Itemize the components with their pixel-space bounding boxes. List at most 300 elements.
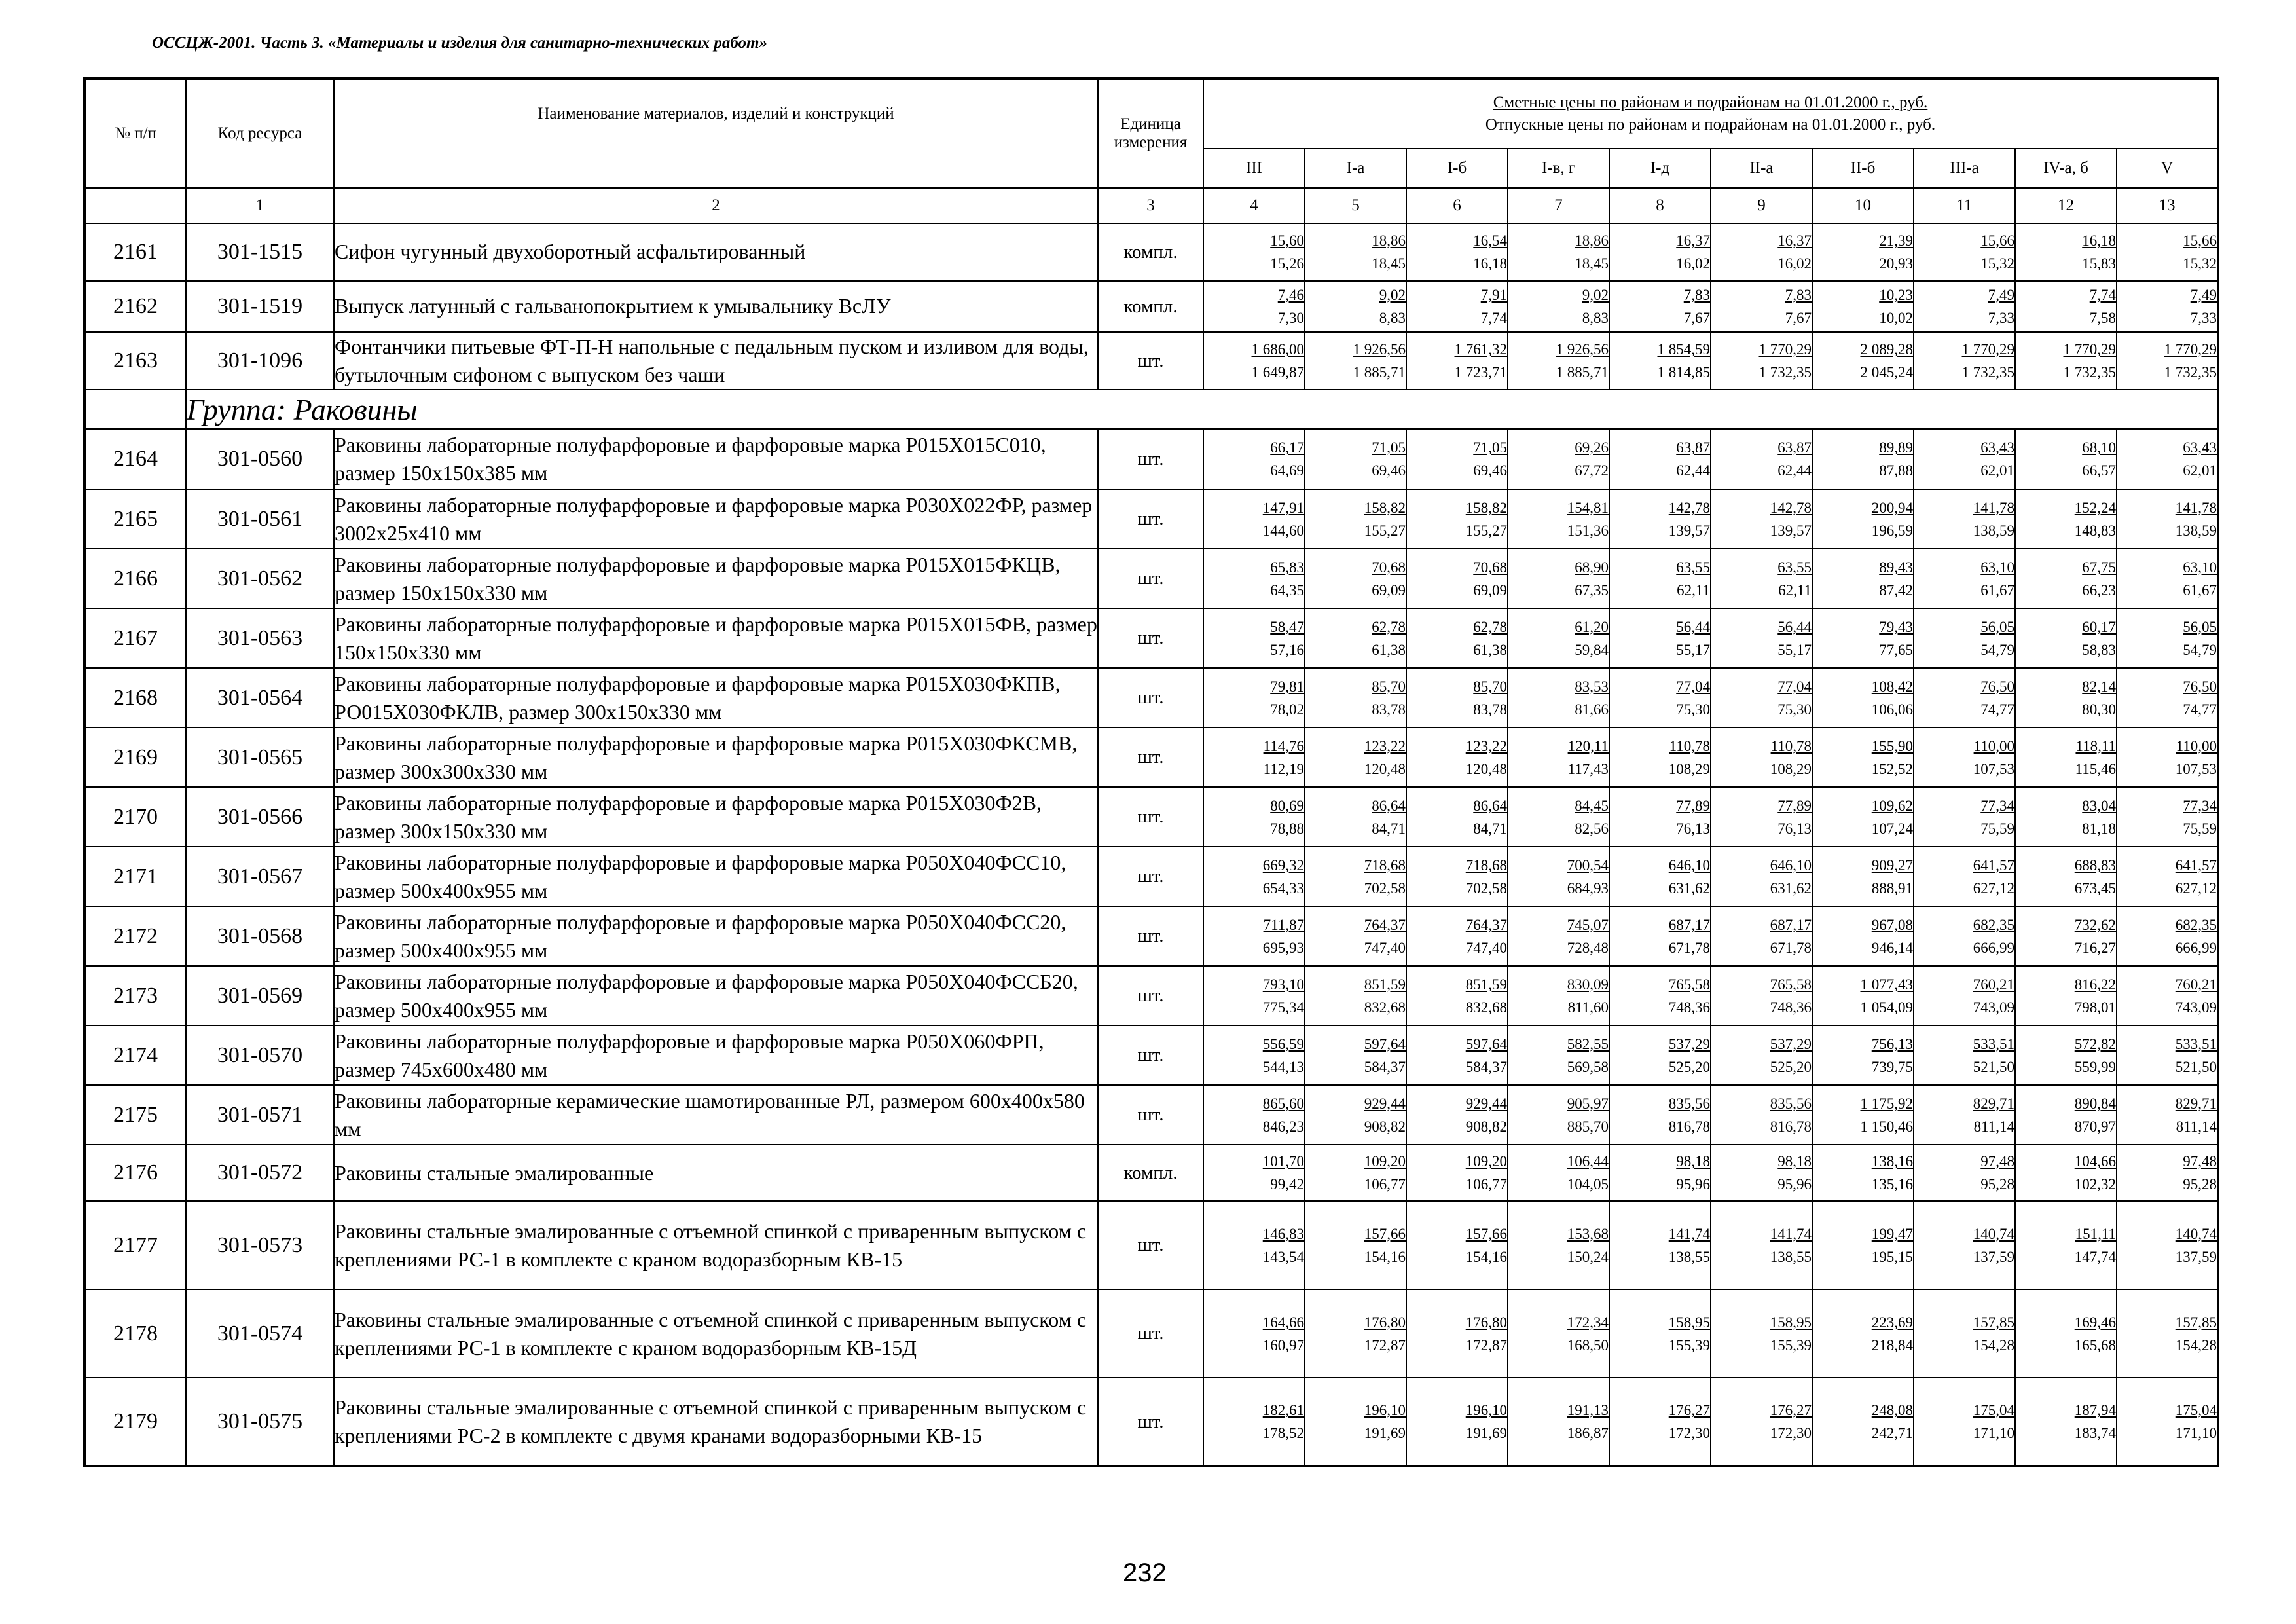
- price-cell: [1609, 1378, 1711, 1466]
- estimate-price: 15,66: [1980, 232, 2014, 249]
- unit-of-measure: шт.: [1098, 966, 1203, 1025]
- price-cell: [1711, 223, 1812, 281]
- estimate-price: 537,29: [1770, 1035, 1812, 1052]
- release-price: 195,15: [1871, 1248, 1913, 1265]
- release-price: 16,18: [1473, 255, 1507, 272]
- price-cell: [1812, 1085, 1914, 1145]
- release-price: 15,26: [1270, 255, 1304, 272]
- release-price: 120,48: [1364, 760, 1406, 777]
- price-cell: [1812, 668, 1914, 728]
- price-cell: [1508, 489, 1609, 549]
- estimate-price: 816,22: [2074, 976, 2116, 993]
- column-number: 2: [334, 188, 1098, 223]
- release-price: 811,14: [1973, 1118, 2014, 1135]
- estimate-price: 86,64: [1372, 797, 1406, 814]
- release-price: 62,44: [1676, 462, 1710, 479]
- estimate-price: 835,56: [1770, 1095, 1812, 1112]
- price-cell: [2015, 906, 2117, 966]
- release-price: 196,59: [1871, 522, 1913, 539]
- estimate-price: 157,66: [1465, 1225, 1507, 1242]
- estimate-price: 84,45: [1575, 797, 1609, 814]
- estimate-price: 98,18: [1676, 1153, 1710, 1170]
- price-cell: [1508, 668, 1609, 728]
- release-price: 584,37: [1465, 1058, 1507, 1075]
- price-cell: [1609, 966, 1711, 1025]
- price-cell: [1508, 1289, 1609, 1378]
- release-price: 108,29: [1770, 760, 1812, 777]
- price-cell: [2015, 608, 2117, 668]
- price-cell: [1914, 489, 2015, 549]
- table-row: [84, 608, 2218, 668]
- price-cell: [2117, 668, 2218, 728]
- estimate-price: 147,91: [1262, 499, 1304, 516]
- column-number: 4: [1203, 188, 1305, 223]
- price-cell: [2015, 1201, 2117, 1289]
- table-row: [84, 847, 2218, 906]
- unit-of-measure: компл.: [1098, 1145, 1203, 1201]
- estimate-price: 967,08: [1871, 916, 1913, 933]
- price-cell: [1711, 847, 1812, 906]
- release-price: 154,16: [1465, 1248, 1507, 1265]
- price-cell: [2015, 549, 2117, 608]
- estimate-price: 1 761,32: [1454, 341, 1507, 358]
- estimate-price: 1 770,29: [2164, 341, 2217, 358]
- release-price: 15,32: [1980, 255, 2014, 272]
- price-cell: [2015, 966, 2117, 1025]
- price-cell: [1711, 966, 1812, 1025]
- release-price: 138,59: [1973, 522, 2014, 539]
- unit-of-measure: шт.: [1098, 668, 1203, 728]
- release-price: 946,14: [1871, 939, 1913, 956]
- price-cell: [1406, 489, 1508, 549]
- release-price: 908,82: [1465, 1118, 1507, 1135]
- estimate-price: 86,64: [1473, 797, 1507, 814]
- estimate-price: 110,00: [2176, 737, 2217, 754]
- release-price: 1 649,87: [1251, 364, 1304, 381]
- resource-code: 301-0565: [186, 728, 334, 787]
- estimate-price: 141,74: [1668, 1225, 1710, 1242]
- price-cell: [1203, 332, 1305, 390]
- price-subtitle: Отпускные цены по районам и подрайонам на 01.01.2000 г., руб.: [1485, 116, 1936, 134]
- item-name: Раковины лабораторные полуфарфоровые и фарфоровые марка Р050Х040ФСС20, размер 500х400х955 мм: [334, 906, 1098, 966]
- estimate-price: 890,84: [2074, 1095, 2116, 1112]
- release-price: 888,91: [1871, 879, 1913, 896]
- row-number: 2179: [84, 1378, 186, 1466]
- row-number: 2166: [84, 549, 186, 608]
- release-price: 95,28: [1980, 1176, 2014, 1193]
- release-price: 160,97: [1262, 1337, 1304, 1354]
- release-price: 78,02: [1270, 701, 1304, 718]
- price-cell: [2117, 281, 2218, 332]
- estimate-price: 110,78: [1770, 737, 1812, 754]
- estimate-price: 756,13: [1871, 1035, 1913, 1052]
- estimate-price: 63,43: [1980, 439, 2014, 456]
- price-cell: [1711, 668, 1812, 728]
- estimate-price: 765,58: [1668, 976, 1710, 993]
- row-number: 2172: [84, 906, 186, 966]
- release-price: 816,78: [1770, 1118, 1812, 1135]
- price-cell: [1406, 1085, 1508, 1145]
- release-price: 87,42: [1879, 581, 1913, 599]
- price-cell: [1609, 728, 1711, 787]
- release-price: 870,97: [2074, 1118, 2116, 1135]
- estimate-price: 1 926,56: [1353, 341, 1406, 358]
- estimate-price: 641,57: [2175, 857, 2217, 874]
- estimate-price: 77,04: [1676, 678, 1710, 695]
- release-price: 666,99: [1973, 939, 2014, 956]
- estimate-price: 104,66: [2074, 1153, 2116, 1170]
- price-cell: [1812, 966, 1914, 1025]
- release-price: 695,93: [1262, 939, 1304, 956]
- price-cell: [1305, 1201, 1406, 1289]
- unit-of-measure: шт.: [1098, 787, 1203, 847]
- release-price: 165,68: [2074, 1337, 2116, 1354]
- estimate-price: 56,44: [1777, 618, 1812, 635]
- release-price: 191,69: [1364, 1425, 1406, 1442]
- row-number: 2164: [84, 429, 186, 489]
- estimate-price: 835,56: [1668, 1095, 1710, 1112]
- release-price: 7,30: [1277, 310, 1304, 326]
- unit-of-measure: шт.: [1098, 1085, 1203, 1145]
- price-cell: [1711, 1378, 1812, 1466]
- release-price: 83,78: [1372, 701, 1406, 718]
- price-cell: [1203, 1025, 1305, 1085]
- release-price: 16,02: [1676, 255, 1710, 272]
- estimate-price: 687,17: [1770, 916, 1812, 933]
- price-cell: [1406, 787, 1508, 847]
- estimate-price: 10,23: [1879, 287, 1913, 303]
- item-name: Раковины лабораторные полуфарфоровые и фарфоровые марка Р030Х022ФР, размер 3002х25х410 мм: [334, 489, 1098, 549]
- release-price: 1 885,71: [1556, 364, 1609, 381]
- release-price: 54,79: [2183, 641, 2217, 658]
- price-cell: [1711, 1201, 1812, 1289]
- estimate-price: 200,94: [1871, 499, 1913, 516]
- price-cell: [1914, 966, 2015, 1025]
- price-cell: [1305, 668, 1406, 728]
- price-cell: [1508, 549, 1609, 608]
- release-price: 54,79: [1980, 641, 2014, 658]
- release-price: 1 885,71: [1353, 364, 1406, 381]
- release-price: 716,27: [2074, 939, 2116, 956]
- unit-of-measure: шт.: [1098, 1289, 1203, 1378]
- release-price: 62,44: [1777, 462, 1812, 479]
- unit-of-measure: шт.: [1098, 1025, 1203, 1085]
- table-row: [84, 549, 2218, 608]
- release-price: 55,17: [1676, 641, 1710, 658]
- price-cell: [1508, 223, 1609, 281]
- estimate-price: 56,05: [1980, 618, 2014, 635]
- price-cell: [1203, 906, 1305, 966]
- price-cell: [1609, 668, 1711, 728]
- release-price: 8,83: [1582, 310, 1609, 326]
- estimate-price: 63,87: [1676, 439, 1710, 456]
- estimate-price: 7,74: [2089, 287, 2116, 303]
- price-cell: [2015, 847, 2117, 906]
- price-cell: [1609, 549, 1711, 608]
- estimate-price: 141,74: [1770, 1225, 1812, 1242]
- release-price: 908,82: [1364, 1118, 1406, 1135]
- estimate-price: 101,70: [1262, 1153, 1304, 1170]
- price-cell: [1406, 906, 1508, 966]
- item-name: Раковины лабораторные полуфарфоровые и фарфоровые марка Р050Х040ФСС10, размер 500х400х955 мм: [334, 847, 1098, 906]
- release-price: 64,69: [1270, 462, 1304, 479]
- row-number: 2163: [84, 332, 186, 390]
- price-cell: [1914, 1289, 2015, 1378]
- estimate-price: 556,59: [1262, 1035, 1304, 1052]
- release-price: 155,39: [1770, 1337, 1812, 1354]
- column-number: 10: [1812, 188, 1914, 223]
- estimate-price: 745,07: [1567, 916, 1609, 933]
- estimate-price: 106,44: [1567, 1153, 1609, 1170]
- price-cell: [1305, 1289, 1406, 1378]
- release-price: 148,83: [2074, 522, 2116, 539]
- estimate-price: 793,10: [1262, 976, 1304, 993]
- price-cell: [2117, 1378, 2218, 1466]
- release-price: 154,16: [1364, 1248, 1406, 1265]
- estimate-price: 9,02: [1582, 287, 1609, 303]
- price-cell: [1508, 966, 1609, 1025]
- table-row: [84, 728, 2218, 787]
- row-number: 2170: [84, 787, 186, 847]
- estimate-price: 80,69: [1270, 797, 1304, 814]
- estimate-price: 169,46: [2074, 1314, 2116, 1331]
- estimate-price: 830,09: [1567, 976, 1609, 993]
- price-title: Сметные цены по районам и подрайонам на 01.01.2000 г., руб.: [1493, 94, 1928, 111]
- estimate-price: 77,89: [1777, 797, 1812, 814]
- release-price: 525,20: [1770, 1058, 1812, 1075]
- release-price: 84,71: [1473, 820, 1507, 837]
- estimate-price: 223,69: [1871, 1314, 1913, 1331]
- header-prices: [1203, 79, 2218, 149]
- estimate-price: 688,83: [2074, 857, 2116, 874]
- price-cell: [2015, 429, 2117, 489]
- price-cell: [1508, 1201, 1609, 1289]
- price-cell: [1609, 608, 1711, 668]
- release-price: 138,59: [2175, 522, 2217, 539]
- price-cell: [1305, 728, 1406, 787]
- resource-code: 301-0569: [186, 966, 334, 1025]
- resource-code: 301-0571: [186, 1085, 334, 1145]
- estimate-price: 69,26: [1575, 439, 1609, 456]
- estimate-price: 77,34: [2183, 797, 2217, 814]
- estimate-price: 16,37: [1676, 232, 1710, 249]
- price-cell: [1711, 906, 1812, 966]
- estimate-price: 1 175,92: [1860, 1095, 1913, 1112]
- estimate-price: 67,75: [2082, 559, 2116, 576]
- price-table: [83, 77, 2219, 1467]
- estimate-price: 7,46: [1277, 287, 1304, 303]
- release-price: 747,40: [1364, 939, 1406, 956]
- estimate-price: 60,17: [2082, 618, 2116, 635]
- release-price: 150,24: [1567, 1248, 1609, 1265]
- estimate-price: 158,95: [1770, 1314, 1812, 1331]
- price-cell: [1203, 1289, 1305, 1378]
- resource-code: 301-0567: [186, 847, 334, 906]
- resource-code: 301-0563: [186, 608, 334, 668]
- release-price: 671,78: [1668, 939, 1710, 956]
- estimate-price: 97,48: [1980, 1153, 2014, 1170]
- price-cell: [1406, 966, 1508, 1025]
- release-price: 569,58: [1567, 1058, 1609, 1075]
- price-cell: [1406, 668, 1508, 728]
- release-price: 172,87: [1465, 1337, 1507, 1354]
- price-cell: [2015, 332, 2117, 390]
- resource-code: 301-0564: [186, 668, 334, 728]
- row-number: 2174: [84, 1025, 186, 1085]
- row-number: 2177: [84, 1201, 186, 1289]
- row-number: 2161: [84, 223, 186, 281]
- release-price: 67,35: [1575, 581, 1609, 599]
- estimate-price: 21,39: [1879, 232, 1913, 249]
- price-cell: [2015, 668, 2117, 728]
- price-cell: [1203, 549, 1305, 608]
- estimate-price: 158,82: [1364, 499, 1406, 516]
- price-cell: [2117, 223, 2218, 281]
- price-cell: [1812, 549, 1914, 608]
- estimate-price: 700,54: [1567, 857, 1609, 874]
- column-number: 7: [1508, 188, 1609, 223]
- price-cell: [1711, 489, 1812, 549]
- price-cell: [1812, 1289, 1914, 1378]
- price-cell: [1305, 281, 1406, 332]
- release-price: 748,36: [1668, 999, 1710, 1016]
- release-price: 69,46: [1473, 462, 1507, 479]
- release-price: 75,30: [1676, 701, 1710, 718]
- release-price: 155,39: [1668, 1337, 1710, 1354]
- release-price: 143,54: [1262, 1248, 1304, 1265]
- estimate-price: 157,85: [1973, 1314, 2014, 1331]
- table-row: [84, 906, 2218, 966]
- estimate-price: 851,59: [1465, 976, 1507, 993]
- unit-of-measure: шт.: [1098, 1201, 1203, 1289]
- release-price: 7,67: [1785, 310, 1812, 326]
- estimate-price: 154,81: [1567, 499, 1609, 516]
- price-cell: [1609, 1025, 1711, 1085]
- estimate-price: 70,68: [1372, 559, 1406, 576]
- estimate-price: 597,64: [1364, 1035, 1406, 1052]
- estimate-price: 85,70: [1372, 678, 1406, 695]
- price-cell: [2117, 906, 2218, 966]
- release-price: 106,77: [1465, 1176, 1507, 1193]
- price-cell: [1508, 429, 1609, 489]
- estimate-price: 153,68: [1567, 1225, 1609, 1242]
- item-name: Фонтанчики питьевые ФТ-П-Н напольные с педальным пуском и изливом для воды, бутылочным сифоном с выпуском без чаши: [334, 332, 1098, 390]
- release-price: 654,33: [1262, 879, 1304, 896]
- estimate-price: 248,08: [1871, 1402, 1913, 1419]
- price-cell: [1914, 1085, 2015, 1145]
- estimate-price: 669,32: [1262, 857, 1304, 874]
- column-number: 12: [2015, 188, 2117, 223]
- price-cell: [1711, 1085, 1812, 1145]
- release-price: 82,56: [1575, 820, 1609, 837]
- resource-code: 301-1096: [186, 332, 334, 390]
- release-price: 627,12: [2175, 879, 2217, 896]
- price-cell: [1203, 608, 1305, 668]
- release-price: 1 732,35: [2063, 364, 2116, 381]
- release-price: 525,20: [1668, 1058, 1710, 1075]
- estimate-price: 71,05: [1372, 439, 1406, 456]
- estimate-price: 764,37: [1364, 916, 1406, 933]
- price-cell: [1609, 1145, 1711, 1201]
- estimate-price: 15,66: [2183, 232, 2217, 249]
- price-cell: [1305, 429, 1406, 489]
- price-cell: [1914, 1378, 2015, 1466]
- estimate-price: 77,04: [1777, 678, 1812, 695]
- price-cell: [1203, 281, 1305, 332]
- release-price: 139,57: [1770, 522, 1812, 539]
- release-price: 739,75: [1871, 1058, 1913, 1075]
- item-name: Раковины лабораторные полуфарфоровые и фарфоровые марка Р015Х030Ф2В, размер 300х150х330 мм: [334, 787, 1098, 847]
- price-cell: [1203, 1085, 1305, 1145]
- estimate-price: 829,71: [1973, 1095, 2014, 1112]
- release-price: 117,43: [1567, 760, 1609, 777]
- price-cell: [1609, 332, 1711, 390]
- table-row: [84, 1025, 2218, 1085]
- header-unit: Единица измерения: [1098, 79, 1203, 188]
- estimate-price: 118,11: [2075, 737, 2116, 754]
- price-cell: [1914, 787, 2015, 847]
- table-row: [84, 1378, 2218, 1466]
- release-price: 66,23: [2082, 581, 2116, 599]
- row-number: 2167: [84, 608, 186, 668]
- price-cell: [2117, 728, 2218, 787]
- table-row: [84, 1145, 2218, 1201]
- unit-of-measure: шт.: [1098, 332, 1203, 390]
- release-price: 62,11: [1778, 581, 1812, 599]
- row-number: 2169: [84, 728, 186, 787]
- estimate-price: 109,20: [1364, 1153, 1406, 1170]
- estimate-price: 1 686,00: [1251, 341, 1304, 358]
- item-name: Выпуск латунный с гальванопокрытием к умывальнику ВсЛУ: [334, 281, 1098, 332]
- estimate-price: 851,59: [1364, 976, 1406, 993]
- item-name: Раковины лабораторные керамические шамотированные РЛ, размером 600х400х580 мм: [334, 1085, 1098, 1145]
- column-number: 3: [1098, 188, 1203, 223]
- estimate-price: 83,53: [1575, 678, 1609, 695]
- release-price: 191,69: [1465, 1425, 1507, 1442]
- price-cell: [1812, 847, 1914, 906]
- estimate-price: 16,37: [1777, 232, 1812, 249]
- estimate-price: 176,80: [1465, 1314, 1507, 1331]
- resource-code: 301-0562: [186, 549, 334, 608]
- release-price: 139,57: [1668, 522, 1710, 539]
- estimate-price: 176,27: [1668, 1402, 1710, 1419]
- estimate-price: 164,66: [1262, 1314, 1304, 1331]
- price-cell: [2117, 1201, 2218, 1289]
- estimate-price: 110,00: [1973, 737, 2014, 754]
- estimate-price: 7,83: [1683, 287, 1710, 303]
- price-cell: [1305, 489, 1406, 549]
- table-row: [84, 489, 2218, 549]
- price-cell: [1203, 787, 1305, 847]
- release-price: 66,57: [2082, 462, 2116, 479]
- estimate-price: 140,74: [1973, 1225, 2014, 1242]
- price-cell: [2117, 608, 2218, 668]
- resource-code: 301-0568: [186, 906, 334, 966]
- region-header: I-а: [1305, 149, 1406, 188]
- estimate-price: 582,55: [1567, 1035, 1609, 1052]
- price-cell: [1305, 787, 1406, 847]
- release-price: 242,71: [1871, 1425, 1913, 1442]
- release-price: 138,55: [1770, 1248, 1812, 1265]
- price-cell: [1406, 281, 1508, 332]
- release-price: 171,10: [2175, 1425, 2217, 1442]
- estimate-price: 114,76: [1263, 737, 1304, 754]
- release-price: 69,09: [1473, 581, 1507, 599]
- price-cell: [1305, 549, 1406, 608]
- region-header: I-д: [1609, 149, 1711, 188]
- price-cell: [1914, 549, 2015, 608]
- release-price: 112,19: [1263, 760, 1304, 777]
